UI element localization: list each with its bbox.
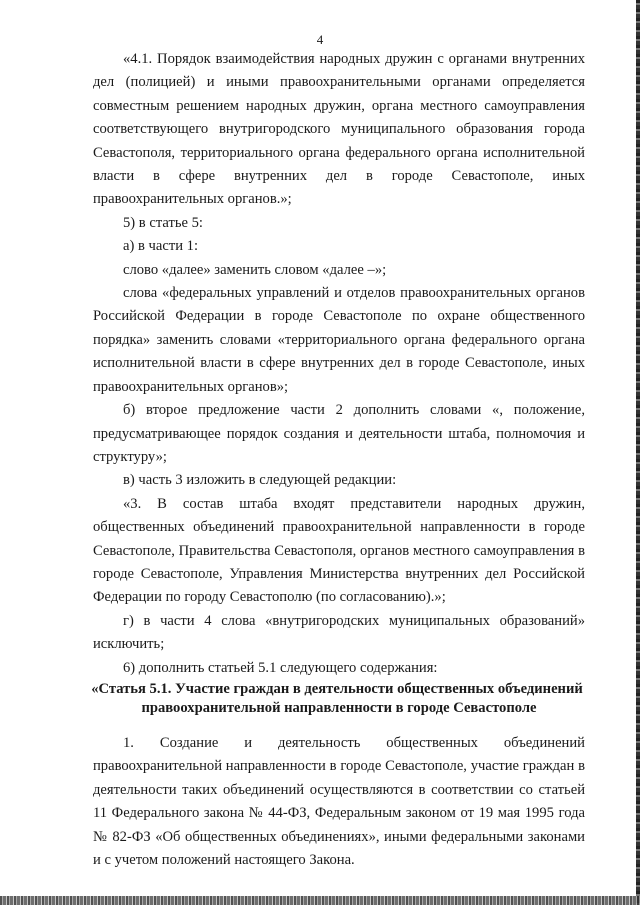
paragraph-item-5b: б) второе предложение части 2 дополнить словами «, положение, предусматривающее порядок создания и деятельности штаба, полномочия и структуру»; [93, 402, 585, 465]
paragraph-article-5-1-part-1: 1. Создание и деятельность общественных объединений правоохранительной направленности в городе Севастополе, участие граждан в деятельности таких объединений осуществляются в соответствии со статьей 11 Федерального закона № 44-ФЗ, Федеральным законом от 19 мая 1995 года № 82-ФЗ «Об общественных объединениях», иными федеральными законами и с учетом положений настоящего Закона. [93, 734, 585, 868]
paragraph-word-replace: слово «далее» заменить словом «далее –»; [123, 261, 387, 278]
paragraph-item-5v: в) часть 3 изложить в следующей редакции: [123, 472, 397, 489]
paragraph-item-5a: а) в части 1: [123, 238, 199, 255]
paragraph-words-replace: слова «федеральных управлений и отделов правоохранительных органов Российской Федерации в городе Севастополе по охране общественного порядка» заменить словами «территориального органа федерального органа исполнительной власти в сфере внутренних дел в городе Севастополе, иных правоохранительных органов»; [93, 285, 585, 395]
paragraph-item-5: 5) в статье 5: [123, 214, 203, 231]
paragraph-item-6: 6) дополнить статьей 5.1 следующего содержания: [123, 659, 438, 676]
scan-edge-bottom [0, 896, 640, 905]
article-heading [93, 680, 585, 718]
paragraph-4-1: «4.1. Порядок взаимодействия народных дружин с органами внутренних дел (полицией) и иными правоохранительными органами определяется совместным решением народных дружин, органа местного самоуправления соответствующего внутригородского муниципального образования города Севастополя, территориального органа федерального органа исполнительной власти в сфере внутренних дел в городе Севастополе, иных правоохранительных органов.»; [93, 51, 585, 208]
paragraph-part-3: «3. В состав штаба входят представители народных дружин, общественных объединений правоохранительной направленности в городе Севастополе, Правительства Севастополя, органов местного самоуправления в городе Севастополе, Управления Министерства внутренних дел Российской Федерации по городу Севастополю (по согласованию).»; [93, 495, 585, 606]
page-number: 4 [316, 32, 324, 47]
article-heading-line-2: правоохранительной направленности в городе Севастополе [141, 699, 537, 716]
paragraph-item-5g: г) в части 4 слова «внутригородских муниципальных образований» исключить; [93, 612, 585, 653]
scan-edge-right [636, 0, 640, 905]
article-heading-line-1: «Статья 5.1. Участие граждан в деятельности общественных объединений [91, 680, 583, 697]
document-body [93, 48, 585, 872]
